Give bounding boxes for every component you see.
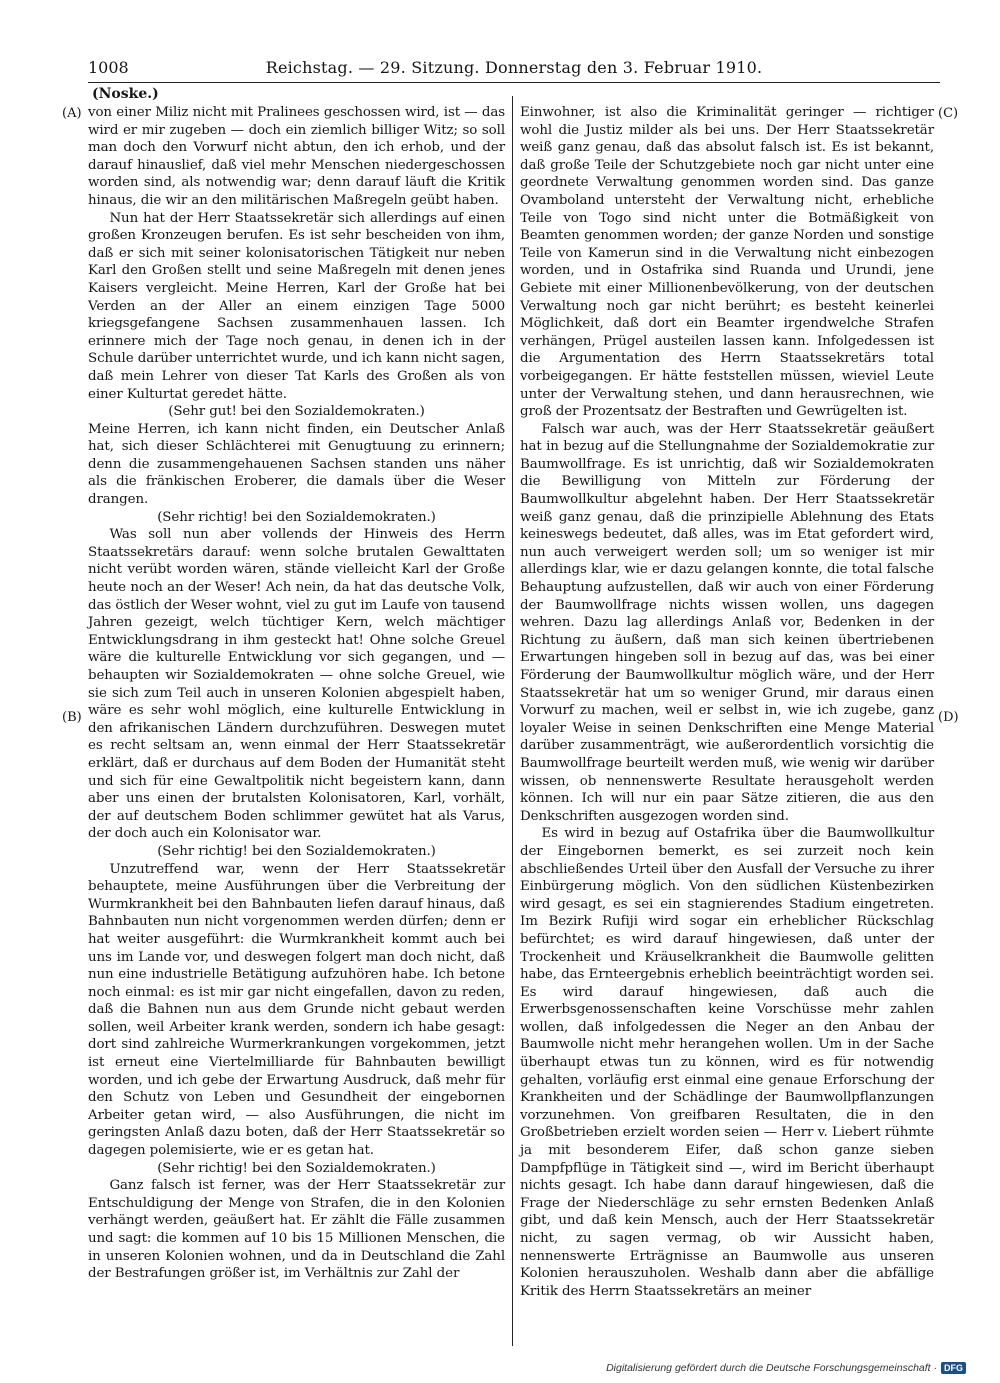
left-column (88, 104, 505, 1283)
header-title: Reichstag. — 29. Sitzung. Donnerstag den 3. Februar 1910. (265, 58, 763, 77)
paragraph: Meine Herren, ich kann nicht finden, ein Deutscher Anlaß hat, sich dieser Schlächterei mit Genugtuung zu erinnern; denn die zusammengehauenen Sachsen standen uns näher als die fränkischen Eroberer, die damals über die Weser drangen. (88, 421, 505, 508)
column-divider (512, 96, 513, 1346)
interjection: (Sehr gut! bei den Sozialdemokraten.) (168, 404, 425, 420)
paragraph: Was soll nun aber vollends der Hinweis des Herrn Staatssekretärs darauf: wenn solche brutalen Gewalttaten nicht verübt worden wären, stände vielleicht Karl der Große heute noch an der Weser! Ach nein, da hat das deutsche Volk, das östlich der Weser wohnt, viel zu gut im Laufe von tausend Jahren gezeigt, welch tüchtiger Kern, welch mächtiger Entwicklungsdrang in ihm gesteckt hat! Ohne solche Greuel wäre die kulturelle Entwicklung vor sich gegangen, und — behaupten wir Sozialdemokraten — ohne solche Greuel, wie sie sich zum Teil auch in unseren Kolonien abgespielt haben, wäre es sehr wohl möglich, eine kulturelle Entwicklung in den afrikanischen Ländern durchzuführen. Deswegen mutet es recht seltsam an, wenn einmal der Herr Staatssekretär erklärt, daß er durchaus auf dem Boden der Humanität steht und sich für eine Gewaltpolitik nicht begeistern kann, dann aber uns einen der brutalsten Kolonisatoren, Karl, vorhält, der auf deutschem Boden schlimmer gewütet hat als Varus, der doch auch ein Kolonisator war. (88, 527, 505, 842)
interjection: (Sehr richtig! bei den Sozialdemokraten.) (157, 509, 436, 525)
paragraph: Falsch war auch, was der Herr Staatssekretär geäußert hat in bezug auf die Stellungnahme der Sozialdemokratie zur Baumwollfrage. Es ist unrichtig, daß wir Sozialdemokraten die Bewilligung von Mitteln zur Förderung der Baumwollkultur abgelehnt haben. Der Herr Staatssekretär weiß ganz genau, daß die prinzipielle Ablehnung des Etats keineswegs bedeutet, daß alles, was im Etat gefordert wird, nun auch verweigert werden soll; um so weniger ist mir allerdings klar, wie er dazu gelangen konnte, die total falsche Behauptung aufzustellen, daß wir auch von einer Förderung der Baumwollfrage nichts wissen wollen, uns dagegen wehren. Dazu lag allerdings Anlaß vor, Bedenken in der Richtung zu äußern, daß man sich keinen übertriebenen Erwartungen hingeben soll in bezug auf das, was bei einer Förderung der Baumwollkultur möglich wäre, und der Herr Staatssekretär hat um so weniger Grund, mir daraus einen Vorwurf zu machen, weil er selbst in, wie ich zugebe, ganz loyaler Weise in seinen Denkschriften eine Menge Material darüber zusammenträgt, wie außerordentlich vorsichtig die Baumwollfrage beurteilt werden muß, wie wenig wir darüber wissen, ob nennenswerte Resultate herausgeholt werden können. Ich will nur ein paar Sätze zitieren, die aus den Denkschriften ausgezogen worden sind. (520, 421, 934, 824)
paragraph: Einwohner, ist also die Kriminalität geringer — richtiger wohl die Justiz milder als bei uns. Der Herr Staatssekretär weiß ganz genau, daß das absolut falsch ist. Es ist bekannt, daß große Teile der Schutzgebiete noch gar nicht unter eine geordnete Verwaltung genommen worden sind. Das ganze Ovamboland untersteht der Verwaltung nicht, erhebliche Teile von Togo sind nicht unter die Botmäßigkeit von Beamten genommen worden; der ganze Norden und sonstige Teile von Kamerun sind in die Verwaltung nicht einbezogen worden, und in Ostafrika sind Ruanda und Urundi, jene Gebiete mit einer Millionenbevölkerung, von der deutschen Verwaltung noch gar nicht berührt; es besteht keinerlei Möglichkeit, daß dort ein Beamter irgendwelche Strafen verhängen, Prügel austeilen lassen kann. Infolgedessen ist die Argumentation des Herrn Staatssekretärs total vorbeigegangen. Er hätte feststellen müssen, wieviel Leute unter der Verwaltung stehen, und dann herausrechnen, wie groß der Prozentsatz der Bestraften und Gewrügelten ist. (520, 105, 934, 420)
paragraph: Unzutreffend war, wenn der Herr Staatssekretär behauptete, meine Ausführungen über die Verbreitung der Wurmkrankheit bei den Bahnbauten liefen darauf hinaus, daß Bahnbauten nun nicht vorgenommen werden dürfen; denn er hat weiter ausgeführt: die Wurmkrankheit kommt auch bei uns im Lande vor, und deswegen folgert man doch nicht, daß nun eine industrielle Betätigung aufzuhören habe. Ich betone noch einmal: es ist mir gar nicht eingefallen, davon zu reden, daß die Bahnen nun aus dem Grunde nicht gebaut werden sollen, weil Arbeiter krank werden, sondern ich habe gesagt: dort sind zahlreiche Wurmerkrankungen vorgekommen, jetzt ist erneut eine Viertelmilliarde für Bahnbauten bewilligt worden, und ich gebe der Erwartung Ausdruck, daß mehr für den Schutz von Leben und Gesundheit der eingebornen Arbeiter getan wird, — also Ausführungen, die nicht im geringsten Anlaß dazu boten, daß der Herr Staatssekretär so dagegen polemisierte, wie er es getan hat. (88, 861, 505, 1159)
margin-marker-b: (B) (62, 710, 82, 725)
paragraph: Es wird in bezug auf Ostafrika über die Baumwollkultur der Eingebornen bemerkt, es sei zurzeit noch kein abschließendes Urteil über den Ausfall der Versuche zu ihrer Einbürgerung möglich. Von den südlichen Küstenbezirken wird gesagt, es sei ein stagnierendes Stadium eingetreten. Im Bezirk Rufiji wird sogar ein erheblicher Rückschlag befürchtet; es wird darauf hingewiesen, daß unter der Trockenheit und Kräuselkrankheit die Baumwolle gelitten habe, das Ernteergebnis erheblich beeinträchtigt worden sei. Es wird darauf hingewiesen, daß auch die Erwerbsgenossenschaften keine Vorschüsse mehr zahlen wollen, daß infolgedessen die Neger an den Anbau der Baumwolle nicht mehr herangehen wollen. Um in der Sache überhaupt etwas tun zu können, wird es für notwendig gehalten, vorläufig erst einmal eine genaue Erforschung der Krankheiten und der Schädlinge der Baumwollpflanzungen vorzunehmen. Von greifbaren Resultaten, die in den Großbetrieben erzielt worden seien — Herr v. Liebert rühmte ja mit besonderem Eifer, daß schon ganze sieben Dampfpflüge in Tätigkeit sind —, wird im Bericht überhaupt nichts gesagt. Ich habe dann darauf hingewiesen, daß die Frage der Niederschläge zu sehr ernsten Bedenken Anlaß gibt, und daß kein Mensch, auch der Herr Staatssekretär nicht, zu sagen vermag, ob wir Aussicht haben, nennenswerte Erträgnisse an Baumwolle aus unseren Kolonien herauszuholen. Weshalb dann aber die abfällige Kritik des Herrn Staatssekretärs an meiner (520, 826, 934, 1299)
margin-marker-a: (A) (62, 106, 82, 121)
interjection: (Sehr richtig! bei den Sozialdemokraten.) (157, 843, 436, 859)
margin-marker-c: (C) (938, 106, 959, 121)
dfg-logo: DFG (941, 1362, 966, 1374)
speaker-name: (Noske.) (92, 86, 159, 102)
page-header (88, 58, 940, 83)
page-number: 1008 (88, 58, 129, 77)
paragraph: von einer Miliz nicht mit Pralinees geschossen wird, ist — das wird er mir zugeben — doch ein ziemlich billiger Witz; so soll man doch den Vorwurf nicht abtun, den ich erhob, und der darauf hinauslief, daß viel mehr Menschen niedergeschossen worden sind, als notwendig war; denn darauf läuft die Kritik hinaus, die wir an den militärischen Maßregeln geübt haben. (88, 105, 505, 208)
interjection: (Sehr richtig! bei den Sozialdemokraten.) (157, 1160, 436, 1176)
right-column (520, 104, 934, 1300)
margin-marker-d: (D) (938, 710, 959, 725)
paragraph: Nun hat der Herr Staatssekretär sich allerdings auf einen großen Kronzeugen berufen. Es ist sehr bescheiden von ihm, daß er sich mit seiner kolonisatorischen Tätigkeit nur neben Karl den Großen stellt und seine Maßregeln mit denen jenes Kaisers vergleicht. Meine Herren, Karl der Große hat bei Verden an der Aller an einem einzigen Tage 5000 kriegsgefangene Sachsen zusammenhauen lassen. Ich erinnere mich der Tage noch genau, in denen ich in der Schule darüber unterrichtet wurde, und ich kann nicht sagen, daß mein Lehrer von dieser Tat Karls des Großen als von einer Kulturtat geredet hätte. (88, 210, 505, 402)
paragraph: Ganz falsch ist ferner, was der Herr Staatssekretär zur Entschuldigung der Menge von Strafen, die in den Kolonien verhängt werden, geäußert hat. Er zählt die Fälle zusammen und sagt: die kommen auf 10 bis 15 Millionen Menschen, die in unseren Kolonien wohnen, und da in Deutschland die Zahl der Bestrafungen größer ist, im Verhältnis zur Zahl der (88, 1178, 505, 1282)
footer-credit (606, 1362, 966, 1374)
credit-text: Digitalisierung gefördert durch die Deutsche Forschungsgemeinschaft · (606, 1362, 937, 1374)
